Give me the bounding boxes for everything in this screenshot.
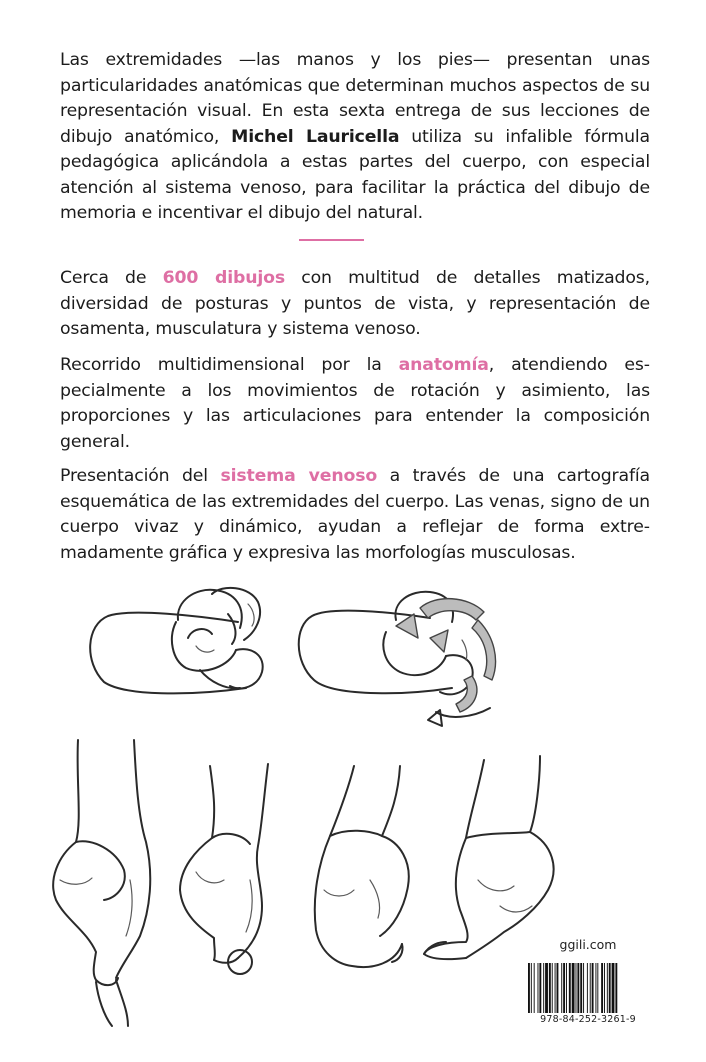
barcode-bar bbox=[609, 963, 611, 1013]
barcode-bar bbox=[569, 963, 571, 1013]
foot-pointed-sketch bbox=[53, 740, 150, 1026]
foot-side-sketch bbox=[315, 766, 409, 967]
barcode-bar bbox=[612, 963, 615, 1013]
barcode-bar bbox=[572, 963, 575, 1013]
barcode-bar bbox=[538, 963, 539, 1013]
barcode-bar bbox=[592, 963, 594, 1013]
barcode-bar bbox=[580, 963, 582, 1013]
barcode-bar bbox=[539, 963, 541, 1013]
foot-heel-sketch bbox=[180, 764, 268, 974]
feature-paragraph-anatomy: Recorrido multidimensional por la anatomía, atendiendo especialmente a los movimientos de rotación y asimiento, las proporciones y las articulaciones para entender la composición general. bbox=[60, 355, 650, 452]
pink-divider bbox=[299, 239, 364, 241]
barcode-bar bbox=[561, 963, 562, 1013]
barcode-bar bbox=[563, 963, 565, 1013]
highlight-venous-system: sistema venoso bbox=[220, 466, 378, 486]
isbn-number: 978-84-252-3261-9 bbox=[540, 1014, 636, 1025]
barcode-bar bbox=[545, 963, 548, 1013]
barcode-bar bbox=[557, 963, 559, 1013]
fist-sketch bbox=[90, 588, 263, 694]
barcode-bar bbox=[595, 963, 596, 1013]
barcode-bar bbox=[566, 963, 567, 1013]
barcode-bar bbox=[607, 963, 608, 1013]
barcode-bar bbox=[583, 963, 584, 1013]
fist-rotation-arrows-sketch bbox=[299, 592, 496, 726]
barcode-bar bbox=[555, 963, 556, 1013]
barcode-bar bbox=[601, 963, 603, 1013]
barcode-bar bbox=[576, 963, 577, 1013]
barcode-bar bbox=[543, 963, 544, 1013]
barcode-bar bbox=[615, 963, 617, 1013]
barcode-bar bbox=[528, 963, 530, 1013]
publisher-website: ggili.com bbox=[559, 937, 617, 952]
barcode-bar bbox=[590, 963, 591, 1013]
barcode-bar bbox=[604, 963, 605, 1013]
isbn-barcode bbox=[528, 963, 646, 1013]
highlight-anatomy: anatomía bbox=[398, 355, 489, 375]
highlight-drawings: 600 dibujos bbox=[162, 268, 285, 288]
barcode-bar bbox=[577, 963, 579, 1013]
barcode-bar bbox=[552, 963, 553, 1013]
barcode-bar bbox=[531, 963, 532, 1013]
barcode-bar bbox=[549, 963, 551, 1013]
intro-paragraph: Las extremidades —las manos y los pies— presentan unas particularidades anatómicas que determinan muchos aspectos de su representación visual. En esta sexta entrega de sus lecciones de dibujo anatómico, Michel Lauricella utiliza su infalible fórmula pedagógica aplicándola a estas partes del cuerpo, con especial atención al sistema venoso, para facilitar la práctica del dibujo de memoria e incentivar el dibujo del natural. bbox=[60, 50, 650, 223]
barcode-bar bbox=[587, 963, 588, 1013]
author-name: Michel Lauricella bbox=[231, 126, 400, 147]
feature-paragraph-drawings: Cerca de 600 dibujos con multitud de detalles matizados, diversidad de posturas y puntos de vista, y representación de osamenta, musculatura y sistema venoso. bbox=[60, 268, 650, 339]
feature-paragraph-venous: Presentación del sistema venoso a través de una cartografía esquemática de las extremidades del cuerpo. Las venas, signo de un cuerpo vivaz y dinámico, ayudan a reflejar de forma extremadamente gráfica y expresiva las morfologías musculosas. bbox=[60, 466, 650, 563]
barcode-bar bbox=[597, 963, 598, 1013]
foot-tiptoe-sketch bbox=[424, 756, 554, 959]
barcode-bar bbox=[534, 963, 535, 1013]
